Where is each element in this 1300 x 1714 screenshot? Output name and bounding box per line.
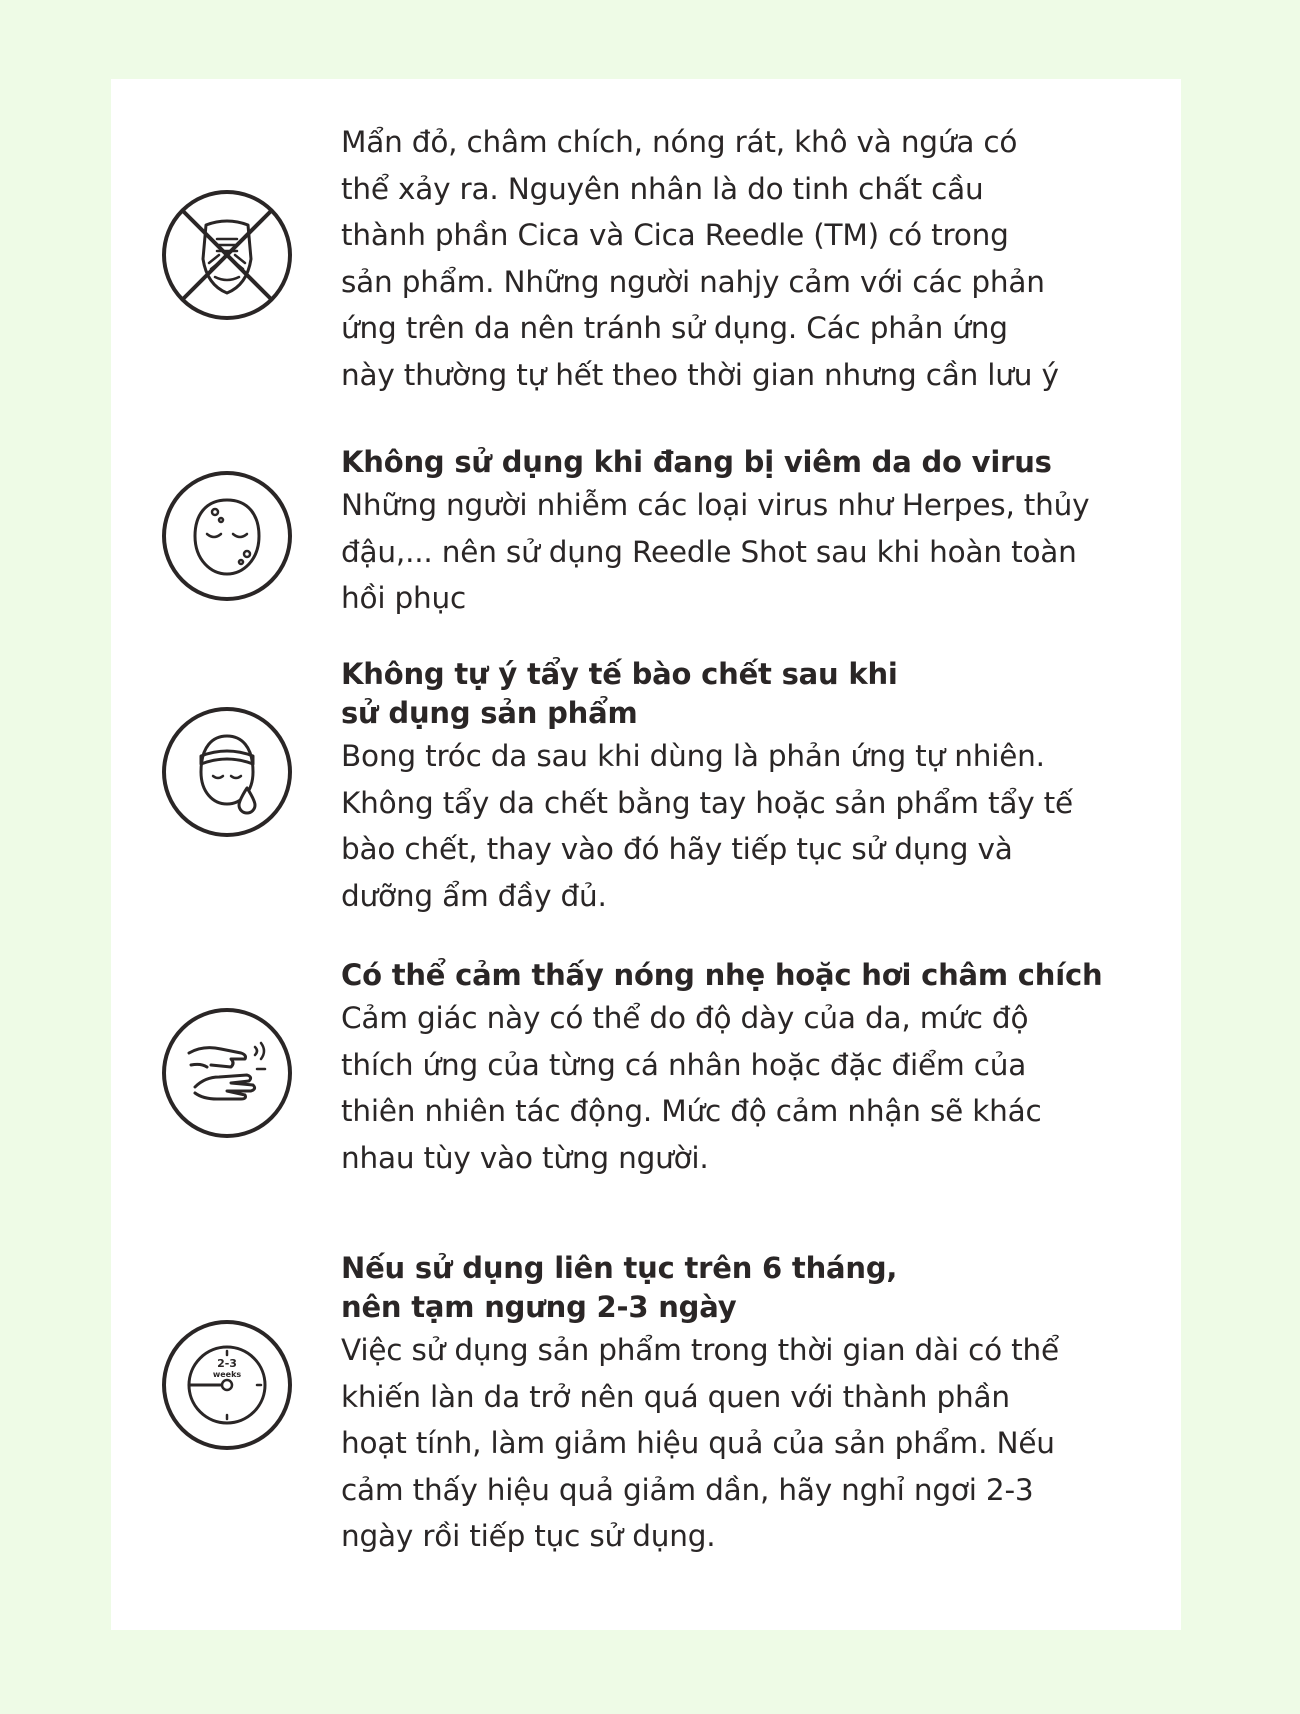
section-title: Không sử dụng khi đang bị viêm da do virus [341,445,1052,479]
section-title: Có thể cảm thấy nóng nhẹ hoặc hơi châm chích [341,958,1103,992]
timer-weeks-icon [161,1319,293,1451]
section-body: Cảm giác này có thể do độ dày của da, mức độ thích ứng của từng cá nhân hoặc đặc điểm của thiên nhiên tác động. Mức độ cảm nhận sẽ khác nhau tùy vào từng người. [341,1001,1042,1175]
no-irritated-face-icon [161,189,293,321]
section-5 [341,1249,1171,1560]
face-headband-drop-icon [161,706,293,838]
section-4 [341,956,1171,1181]
section-title: Nếu sử dụng liên tục trên 6 tháng, nên tạm ngưng 2-3 ngày [341,1251,898,1324]
info-card [111,79,1181,1630]
timer-label-bottom: weeks [212,1370,242,1379]
section-3 [341,655,1171,919]
section-body: Những người nhiễm các loại virus như Herpes, thủy đậu,... nên sử dụng Reedle Shot sau khi hoàn toàn hồi phục [341,488,1090,615]
section-1 [341,119,1171,398]
section-title: Không tự ý tẩy tế bào chết sau khi sử dụng sản phẩm [341,657,898,730]
timer-label-top: 2-3 [217,1357,237,1370]
section-body: Việc sử dụng sản phẩm trong thời gian dài có thể khiến làn da trở nên quá quen với thành phần hoạt tính, làm giảm hiệu quả của sản phẩm. Nếu cảm thấy hiệu quả giảm dần, hãy nghỉ ngơi 2-3 ngày rồi tiếp tục sử dụng. [341,1333,1059,1553]
section-body: Bong tróc da sau khi dùng là phản ứng tự nhiên. Không tẩy da chết bằng tay hoặc sản phẩm tẩy tế bào chết, thay vào đó hãy tiếp tục sử dụng và dưỡng ẩm đầy đủ. [341,739,1073,913]
face-with-spots-icon [161,470,293,602]
section-2 [341,443,1171,622]
warm-hands-icon [161,1007,293,1139]
section-body: Mẩn đỏ, châm chích, nóng rát, khô và ngứa có thể xảy ra. Nguyên nhân là do tinh chất cầu thành phần Cica và Cica Reedle (TM) có trong sản phẩm. Những người nahjy cảm với các phản ứng trên da nên tránh sử dụng. Các phản ứng này thường tự hết theo thời gian nhưng cần lưu ý [341,125,1059,392]
